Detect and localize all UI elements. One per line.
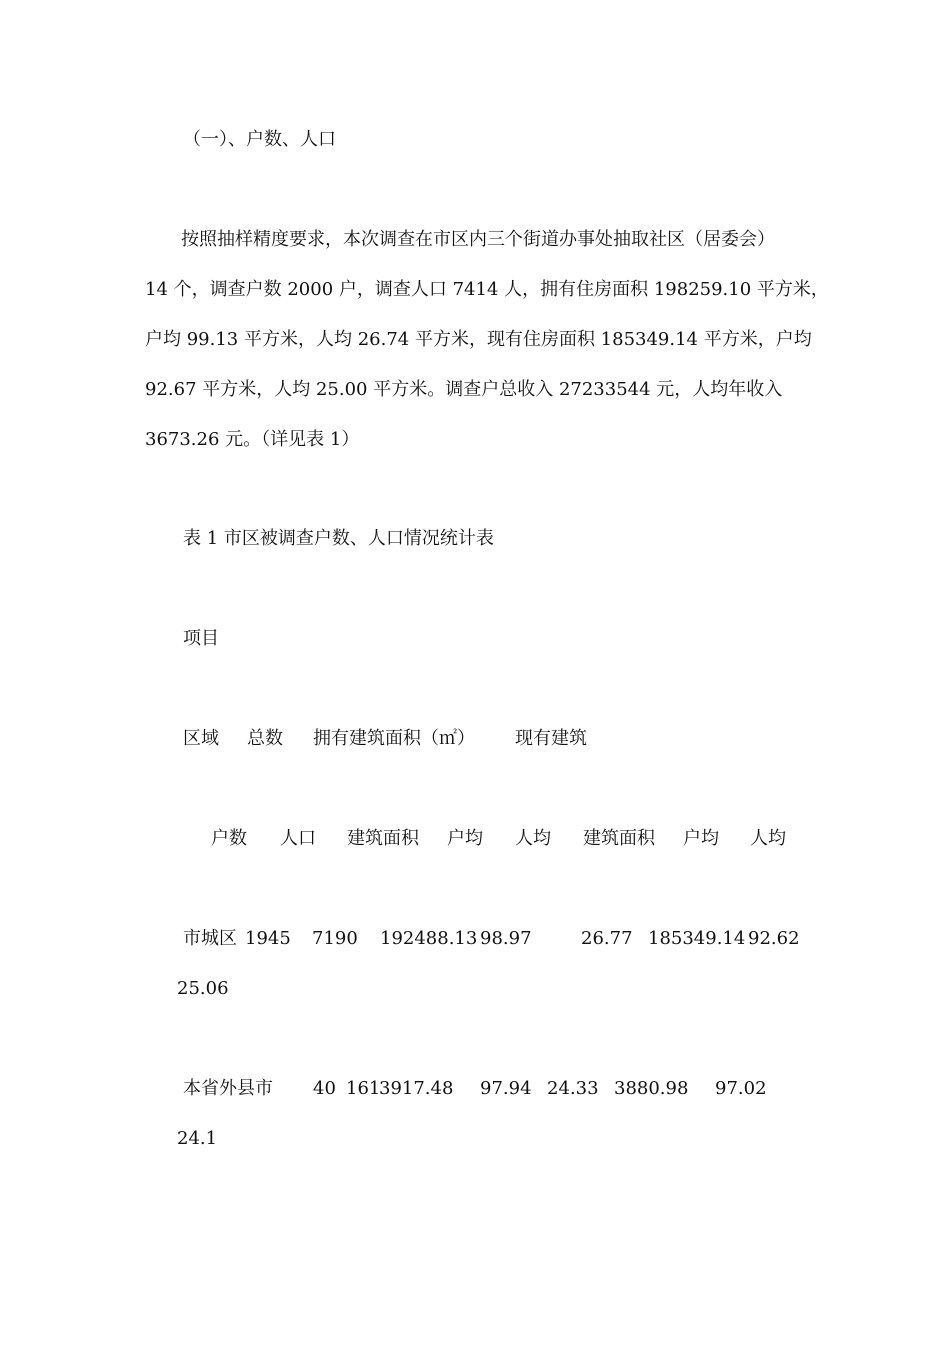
row-cell-wrapped: 24.1 [177, 1128, 218, 1149]
row-cell: 98.97 [480, 928, 532, 949]
header-building-area: 建筑面积 [347, 828, 419, 849]
row-cell: 185349.14 [648, 928, 746, 949]
row-cell: 192488.13 [380, 928, 478, 949]
row-cell: 1945 [245, 928, 291, 949]
row-cell-wrapped: 25.06 [177, 978, 229, 999]
row-cell: 3880.98 [614, 1078, 689, 1099]
table-project-label: 项目 [183, 628, 219, 649]
row-cell: 26.77 [581, 928, 633, 949]
header-per-household: 户均 [447, 828, 483, 849]
header-per-capita: 人均 [515, 828, 551, 849]
row-region: 市城区 [183, 928, 237, 949]
row-cell: 97.02 [715, 1078, 767, 1099]
header-owned-area: 拥有建筑面积（㎡） [313, 728, 475, 749]
paragraph-line: 92.67 平方米，人均 25.00 平方米。调查户总收入 27233544 元，人均年收入 [145, 379, 783, 400]
row-cell: 92.62 [748, 928, 800, 949]
row-cell: 161 [346, 1078, 381, 1099]
row-region: 本省外县市 [183, 1078, 273, 1099]
header-per-household-current: 户均 [683, 828, 719, 849]
header-building-area-current: 建筑面积 [583, 828, 655, 849]
header-households: 户数 [211, 828, 247, 849]
header-total: 总数 [247, 728, 283, 749]
row-cell: 7190 [312, 928, 358, 949]
header-region: 区域 [183, 728, 219, 749]
body-paragraph [145, 228, 829, 478]
paragraph-line: 按照抽样精度要求，本次调查在市区内三个街道办事处抽取社区（居委会） [145, 229, 775, 250]
paragraph-line: 户均 99.13 平方米，人均 26.74 平方米，现有住房面积 185349.14 平方米，户均 [145, 329, 812, 350]
header-population: 人口 [280, 828, 316, 849]
section-heading: （一）、户数、人口 [183, 129, 336, 150]
paragraph-line: 3673.26 元。（详见表 1） [145, 429, 360, 450]
header-current-area: 现有建筑 [515, 728, 587, 749]
row-cell: 40 [313, 1078, 336, 1099]
paragraph-line: 14 个，调查户数 2000 户，调查人口 7414 人，拥有住房面积 198259.10 平方米， [145, 279, 829, 300]
row-cell: 3917.48 [379, 1078, 454, 1099]
row-cell: 24.33 [547, 1078, 599, 1099]
table-caption: 表 1 市区被调查户数、人口情况统计表 [183, 528, 494, 549]
header-per-capita-current: 人均 [750, 828, 786, 849]
row-cell: 97.94 [480, 1078, 532, 1099]
